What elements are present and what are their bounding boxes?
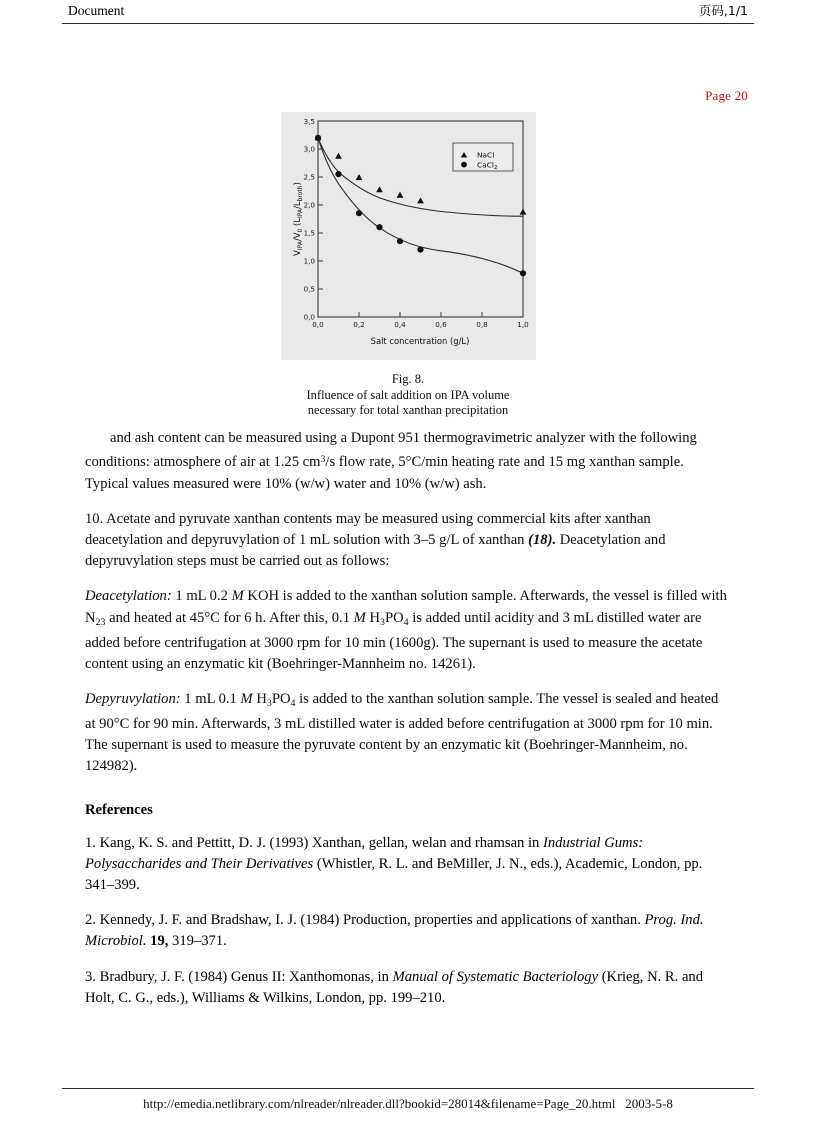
para2-text-2: Deacetylation and depyruvylation steps must be carried out as follows: xyxy=(85,531,666,570)
page-marker: Page 20 xyxy=(705,88,748,103)
chart-svg xyxy=(281,112,536,360)
svg-text:1,0: 1,0 xyxy=(303,256,315,266)
para3-text-5: PO xyxy=(384,609,404,626)
svg-text:2,0: 2,0 xyxy=(303,200,315,210)
ref1-title: Industrial Gums: Polysaccharides and Their Derivatives xyxy=(85,834,644,872)
para3-text-4: H xyxy=(365,609,381,626)
para3-text-6: is added until acidity and 3 mL distilled water are added before centrifugation at 3000 rpm for 10 min (1600g). The supernant is used to measure the acetate content using an enzymatic kit (Boehringer-Mannheim no. 14261). xyxy=(85,609,703,672)
svg-text:2,5: 2,5 xyxy=(303,172,315,182)
para4-molar-1: M xyxy=(240,690,253,707)
para4-text-3: PO xyxy=(271,690,291,707)
para3-sub-h3: 3 xyxy=(380,616,385,628)
para3-text-3: and heated at 45°C for 6 h. After this, 0.1 xyxy=(105,609,354,626)
y-axis-title xyxy=(292,182,304,256)
svg-text:0,5: 0,5 xyxy=(303,284,315,294)
svg-text:1,5: 1,5 xyxy=(303,228,315,238)
footer-date: 2003-5-8 xyxy=(625,1096,673,1111)
reference-item-3 xyxy=(85,967,730,1009)
para1-text-1: and ash content can be measured using a Dupont 951 thermogravimetric analyzer with the following conditions: atmosphere of air at 1.25 cm xyxy=(85,430,697,471)
header-divider xyxy=(62,23,754,24)
svg-text:0,6: 0,6 xyxy=(435,320,447,329)
para4-text-4: is added to the xanthan solution sample. The vessel is sealed and heated at 90°C for 90 min. Afterwards, 3 mL distilled water is added before centrifugation at 3000 rpm for 10 min. The supernant is used to measure the pyruvate content by an enzymatic kit (Boehringer-Mannheim, no. 124982). xyxy=(85,690,719,775)
figure-caption-line-1: Fig. 8. xyxy=(391,372,425,386)
footer-divider xyxy=(62,1088,754,1089)
ref3-text-2: (Krieg, N. R. and Holt, C. G., eds.), Williams & Wilkins, London, pp. 199–210. xyxy=(85,968,704,1006)
ref1-text-2: (Whistler, R. L. and BeMiller, J. N., eds.), Academic, London, pp. 341–399. xyxy=(85,855,703,893)
para1-text-2: /s flow rate, 5°C/min heating rate and 15 mg xanthan sample. Typical values measured were 10% (w/w) water and 10% (w/w) ash. xyxy=(85,454,684,492)
figure-caption-line-2: Influence of salt addition on IPA volume xyxy=(306,387,510,402)
para3-sub-o4: 4 xyxy=(403,616,409,628)
chart-legend xyxy=(453,143,513,171)
svg-text:3,5: 3,5 xyxy=(303,116,315,126)
depyruvylation-heading: Depyruvylation: xyxy=(85,690,181,707)
legend-label-nacl: NaCl xyxy=(477,150,495,160)
x-axis-tick-labels xyxy=(312,320,529,329)
ref2-volume: 19, xyxy=(150,933,169,950)
para3-molar-2: M xyxy=(353,609,366,626)
para3-molar-1: M xyxy=(231,588,244,605)
para3-text-1: 1 mL 0.2 xyxy=(171,588,232,605)
paragraph-depyruvylation xyxy=(85,689,730,778)
ref2-journal: Prog. Ind. Microbiol. xyxy=(85,912,704,950)
references-heading: References xyxy=(85,801,153,818)
x-axis-title: Salt concentration (g/L) xyxy=(370,336,470,346)
para4-sub-o4: 4 xyxy=(290,697,296,709)
para4-text-1: 1 mL 0.1 xyxy=(180,690,241,707)
legend-marker-cacl2 xyxy=(461,162,467,168)
document-body xyxy=(85,428,730,1023)
svg-text:0,8: 0,8 xyxy=(476,320,488,329)
paragraph-ash-content xyxy=(85,428,730,495)
svg-text:0,0: 0,0 xyxy=(312,320,324,329)
para1-superscript: 3 xyxy=(320,454,326,466)
figure-8-chart xyxy=(281,112,536,360)
reference-item-1 xyxy=(85,833,730,897)
ref3-title: Manual of Systematic Bacteriology xyxy=(392,968,599,985)
svg-text:VIPA/V0 (LIPA/Lbroth): $V_{IPA}/V_0$ $(L_{IPA}/L_{broth})$ xyxy=(292,182,304,256)
figure-caption xyxy=(0,372,816,419)
paragraph-item-10 xyxy=(85,509,730,573)
svg-text:0,4: 0,4 xyxy=(394,320,406,329)
chart-canvas xyxy=(281,112,536,360)
figure-caption-line-3: necessary for total xanthan precipitation xyxy=(307,403,509,417)
footer-url[interactable]: http://emedia.netlibrary.com/nlreader/nlreader.dll?bookid=28014&filename=Page_20.html xyxy=(143,1096,616,1111)
para2-text-1: 10. Acetate and pyruvate xanthan contents may be measured using commercial kits after xanthan deacetylation and depyruvylation of 1 mL solution with 3–5 g/L of xanthan xyxy=(85,510,651,548)
svg-text:3,0: 3,0 xyxy=(303,144,315,154)
ref2-text-1: 2. Kennedy, J. F. and Bradshaw, I. J. (1984) Production, properties and applications of xanthan. xyxy=(85,912,645,929)
x-axis-ticks xyxy=(318,312,523,317)
legend-label-cacl2: CaCl$_2$ xyxy=(477,160,498,172)
header-document-title: Document xyxy=(68,3,125,18)
deacetylation-heading: Deacetylation: xyxy=(85,588,172,605)
header-page-count: 页码,1/1 xyxy=(698,3,748,18)
ref1-text-1: 1. Kang, K. S. and Pettitt, D. J. (1993) Xanthan, gellan, welan and rhamsan in xyxy=(85,834,543,851)
para4-text-2: H xyxy=(252,690,267,707)
ref2-pages: 319–371. xyxy=(168,933,227,950)
para3-text-2: KOH is added to the xanthan solution sample. Afterwards, the vessel is filled with N xyxy=(85,588,727,626)
para3-sub-n23: 23 xyxy=(95,616,106,628)
svg-text:0,2: 0,2 xyxy=(353,320,365,329)
paragraph-deacetylation xyxy=(85,586,730,675)
ref3-text-1: 3. Bradbury, J. F. (1984) Genus II: Xanthomonas, in xyxy=(85,968,393,985)
svg-text:0,0: 0,0 xyxy=(303,312,315,322)
para4-sub-h3: 3 xyxy=(266,697,272,709)
y-axis-tick-labels xyxy=(304,117,316,322)
svg-text:1,0: 1,0 xyxy=(517,320,529,329)
para2-citation: (18). xyxy=(528,531,557,548)
reference-item-2 xyxy=(85,910,730,952)
page-footer xyxy=(0,1095,816,1113)
